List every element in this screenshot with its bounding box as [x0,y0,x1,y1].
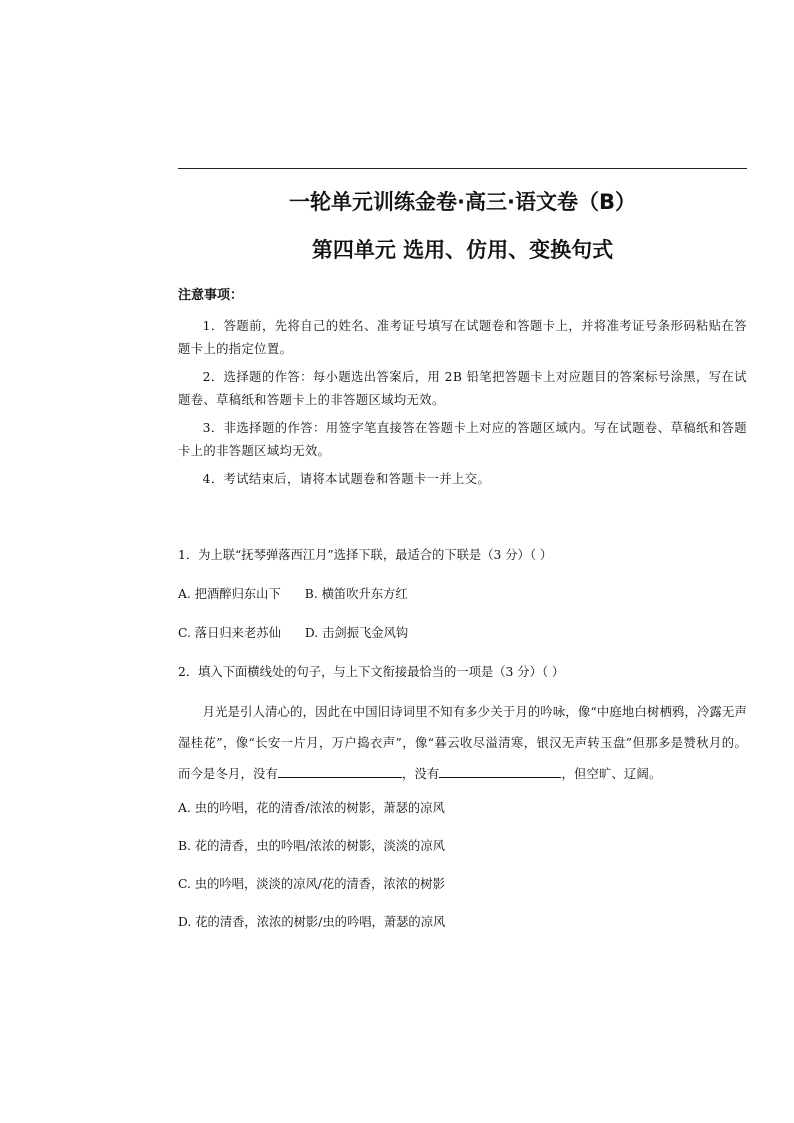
question-2-option-c[interactable]: C. 虫的吟唱，淡淡的凉风/花的清香，浓浓的树影 [178,877,445,891]
answer-blank-2[interactable] [439,764,561,778]
notice-item: 1．答题前，先将自己的姓名、准考证号填写在试题卷和答题卡上，并将准考证号条形码粘贴在答题卡上的指定位置。 [178,319,747,356]
page-title: 一轮单元训练金卷·高三·语文卷（B） [289,190,636,214]
option-b[interactable]: B. 横笛吹升东方红 [304,587,408,601]
question-2-option-d[interactable]: D. 花的清香，浓浓的树影/虫的吟唱，萧瑟的凉风 [178,915,446,929]
notice-item: 2．选择题的作答：每小题选出答案后，用 2B 铅笔把答题卡上对应题目的答案标号涂黑，写在试题卷、草稿纸和答题卡上的非答题区域均无效。 [178,370,747,407]
question-1-options-row-1 [178,583,747,606]
notice-heading: 注意事项： [178,288,244,303]
unit-subtitle: 第四单元 选用、仿用、变换句式 [311,238,614,262]
question-1-options-row-2 [178,622,747,645]
notice-item: 3．非选择题的作答：用签字笔直接答在答题卡上对应的答题区域内。写在试题卷、草稿纸和答题卡上的非答题区域均无效。 [178,421,747,458]
question-2-passage: 月光是引人清心的，因此在中国旧诗词里不知有多少关于月的吟咏，像“中庭地白树栖鸦，冷露无声湿桂花”，像“长安一片月，万户捣衣声”，像“暮云收尽溢清寒，银汉无声转玉盘”但那多是赞秋月的。而今是冬月，没有 ，没有 ，但空旷、辽阔。 [178,705,747,781]
question-1-stem: 1．为上联“抚琴弹落西江月”选择下联，最适合的下联是（3 分）（ ） [178,548,553,562]
question-2-stem: 2．填入下面横线处的句子，与上下文衔接最恰当的一项是（3 分）（ ） [178,665,565,679]
option-d[interactable]: D. 击剑振飞金风钩 [304,626,409,640]
option-a[interactable]: A. 把酒醉归东山下 [178,587,281,601]
question-2-option-a[interactable]: A. 虫的吟唱，花的清香/浓浓的树影，萧瑟的凉风 [178,801,445,815]
header-rule [178,168,747,169]
option-c[interactable]: C. 落日归来老苏仙 [178,626,281,640]
notice-item: 4．考试结束后，请将本试题卷和答题卡一并上交。 [202,472,491,486]
answer-blank-1[interactable] [278,764,402,778]
question-2-option-b[interactable]: B. 花的清香，虫的吟唱/浓浓的树影，淡淡的凉风 [178,839,445,853]
